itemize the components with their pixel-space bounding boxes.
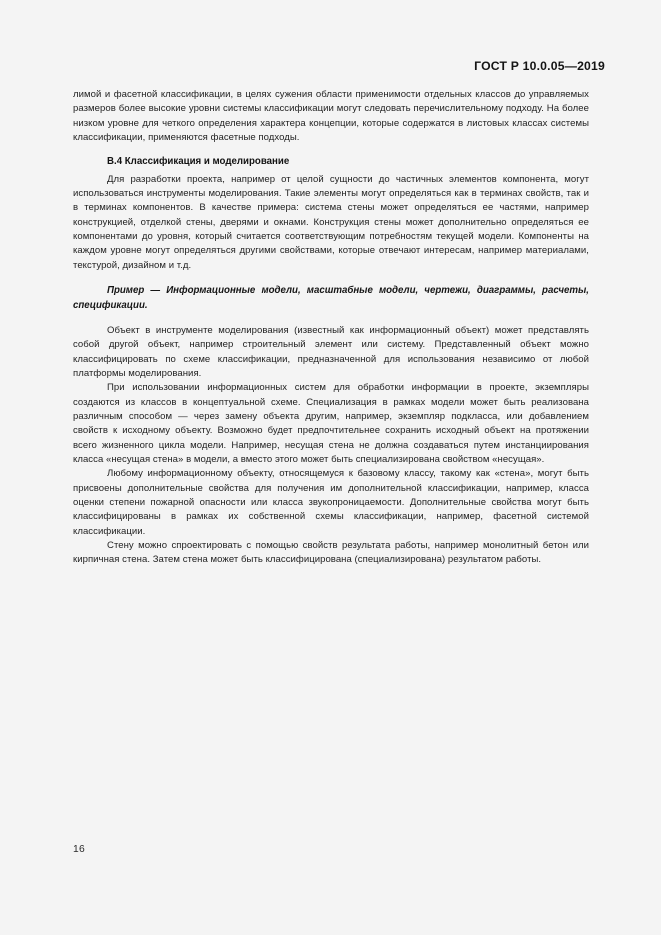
paragraph-4: Любому информационному объекту, относящемуся к базовому классу, такому как «стена», могут быть присвоены дополнительные свойства для получения им дополнительной классификации, например, класса оценки степени пожарной опасности или класса звукопроницаемости. Дополнительные свойства могут быть классифицированы в рамках их собственной схемы классификации, например, фасетной системой классификации. <box>73 468 589 537</box>
paragraph-5: Стену можно спроектировать с помощью свойств результата работы, например монолитный бетон или кирпичная стена. Затем стена может быть классифицирована (специализирована) результатом работы. <box>73 540 589 566</box>
paragraph-3: При использовании информационных систем для обработки информации в проекте, экземпляры создаются из классов в концептуальной схеме. Специализация в рамках модели может быть реализована различным способом — через замену объекта другим, например, экземпляр подкласса, или добавлением свойств к исходному объекту. Возможно будет предпочтительнее сохранить исходный объект на протяжении всего жизненного цикла модели. Например, несущая стена не должна создаваться путем инстанциирования класса «несущая стена» в модели, а вместо этого может быть специализирована свойством «несущая». <box>73 382 589 466</box>
running-header: ГОСТ Р 10.0.05—2019 <box>474 59 605 73</box>
paragraph-continued: лимой и фасетной классификации, в целях сужения области применимости отдельных классов до управляемых размеров более высокие уровни системы классификации могут следовать перечислительному подходу. На более низком уровне для четкого определения характера концепции, которые содержатся в листовых классах системы классификации, применяются фасетные подходы. <box>73 89 589 144</box>
section-heading-b4: B.4 Классификация и моделирование <box>107 156 290 168</box>
page-number: 16 <box>73 844 86 855</box>
paragraph-2: Объект в инструменте моделирования (известный как информационный объект) может представлять собой другой объект, например строительный элемент или систему. Представленный объект можно классифицировать по схеме классификации, предназначенной для использования независимо от любой платформы моделирования. <box>73 324 589 379</box>
example-note: Пример — Информационные модели, масштабные модели, чертежи, диаграммы, расчеты, спецификации. <box>73 285 589 311</box>
text-column <box>73 88 589 568</box>
paragraph-1: Для разработки проекта, например от целой сущности до частичных элементов компонента, могут использоваться инструменты моделирования. Такие элементы могут определяться как в терминах свойств, так и в терминах компонентов. В качестве примера: система стены может определяться ее частями, например конструкцией, отделкой стены, дверями и окнами. Конструкция стены может дополнительно определяться ее компонентами до уровня, который считается соответствующим потребностям текущей модели. Компоненты на каждом уровне могут определяться другими свойствами, которые отвечают интересам, например материалами, текстурой, дизайном и т.д. <box>73 173 589 271</box>
